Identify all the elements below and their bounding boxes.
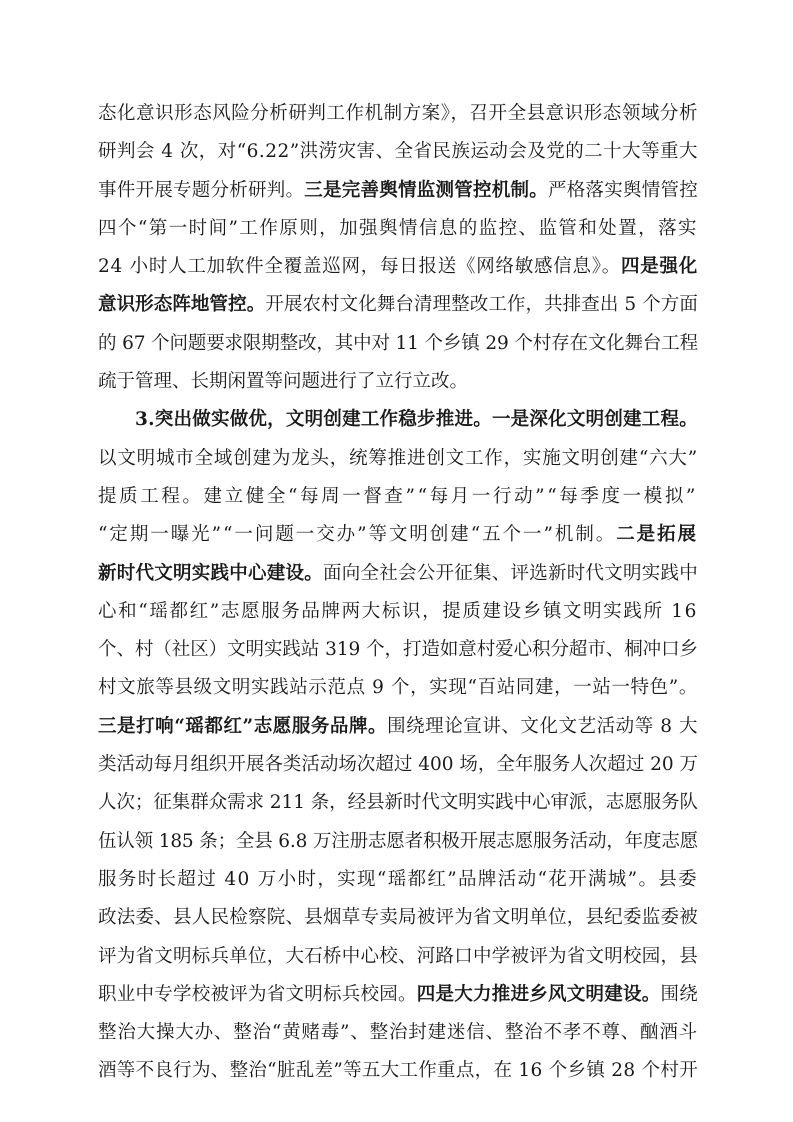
paragraph-line bbox=[98, 133, 698, 171]
bold-text-segment: 四是大力推进乡风文明建设。 bbox=[416, 983, 661, 1005]
paragraph-line bbox=[98, 1052, 698, 1090]
text-segment: 严格落实舆情管控 bbox=[547, 179, 698, 201]
paragraph-line bbox=[98, 286, 698, 324]
paragraph-line bbox=[98, 861, 698, 899]
text-segment: 围绕 bbox=[660, 983, 698, 1005]
paragraph-line bbox=[98, 899, 698, 937]
paragraph-line bbox=[98, 325, 698, 363]
bold-text-segment: 三是完善舆情监测管控机制。 bbox=[304, 179, 548, 201]
paragraph-line bbox=[98, 708, 698, 746]
bold-text-segment: 三是打响“瑶都红”志愿服务品牌。 bbox=[98, 715, 388, 737]
text-segment: 围绕理论宣讲、文化文艺活动等 8 大 bbox=[387, 715, 698, 737]
paragraph-line bbox=[98, 363, 698, 401]
paragraph-line bbox=[98, 669, 698, 707]
document-body bbox=[98, 95, 698, 1091]
text-segment: 面向全社会公开征集、评选新时代文明实践中 bbox=[323, 562, 698, 584]
paragraph-line bbox=[98, 95, 698, 133]
text-segment: 24 小时人工加软件全覆盖巡网，每日报送《网络敏感信息》。 bbox=[98, 256, 621, 278]
text-segment: 事件开展专题分析研判。 bbox=[98, 179, 305, 201]
text-segment: 村文旅等县级文明实践站示范点 9 个，实现“百站同建，一站一特色”。 bbox=[98, 677, 698, 699]
text-segment: 职业中专学校被评为省文明标兵校园。 bbox=[98, 983, 417, 1005]
bold-text-segment: 二是拓展 bbox=[616, 524, 698, 546]
text-segment: 开展农村文化舞台清理整改工作，共排查出 5 个方面 bbox=[265, 294, 698, 316]
paragraph-line bbox=[98, 516, 698, 554]
paragraph-line bbox=[98, 210, 698, 248]
text-segment: 评为省文明标兵单位，大石桥中心校、河路口中学被评为省文明校园，县 bbox=[98, 945, 698, 967]
text-segment: 疏于管理、长期闲置等问题进行了立行立改。 bbox=[98, 371, 469, 393]
text-segment: 四个“第一时间”工作原则，加强舆情信息的监控、监管和处置，落实 bbox=[98, 217, 698, 239]
text-segment: 服务时长超过 40 万小时，实现“瑶都红”品牌活动“花开满城”。县委 bbox=[98, 868, 698, 890]
text-segment: 人次；征集群众需求 211 条，经县新时代文明实践中心审派，志愿服务队 bbox=[98, 792, 698, 814]
paragraph-line bbox=[98, 938, 698, 976]
paragraph-line bbox=[98, 746, 698, 784]
bold-text-segment: 新时代文明实践中心建设。 bbox=[98, 562, 323, 584]
text-segment: “定期一曝光”“一问题一交办”等文明创建“五个一”机制。 bbox=[98, 524, 617, 546]
text-segment: 整治大操大办、整治“黄赌毒”、整治封建迷信、整治不孝不尊、酗酒斗 bbox=[98, 1022, 698, 1044]
paragraph-line bbox=[98, 976, 698, 1014]
text-segment: 政法委、县人民检察院、县烟草专卖局被评为省文明单位，县纪委监委被 bbox=[98, 907, 698, 929]
paragraph-line bbox=[98, 172, 698, 210]
text-segment: 研判会 4 次，对“6.22”洪涝灾害、全省民族运动会及党的二十大等重大 bbox=[98, 141, 698, 163]
text-segment: 类活动每月组织开展各类活动场次超过 400 场，全年服务人次超过 20 万 bbox=[98, 754, 698, 776]
text-segment: 态化意识形态风险分析研判工作机制方案》，召开全县意识形态领域分析 bbox=[98, 103, 698, 124]
bold-text-segment: 意识形态阵地管控。 bbox=[98, 294, 266, 316]
text-segment: 酒等不良行为、整治“脏乱差”等五大工作重点，在 16 个乡镇 28 个村开 bbox=[98, 1060, 698, 1082]
text-segment: 以文明城市全域创建为龙头，统筹推进创文工作，实施文明创建“六大” bbox=[98, 447, 698, 469]
paragraph-line bbox=[98, 555, 698, 593]
bold-text-segment: 四是强化 bbox=[620, 256, 698, 278]
text-segment: 个、村（社区）文明实践站 319 个，打造如意村爱心积分超市、桐冲口乡 bbox=[98, 639, 698, 661]
paragraph-line bbox=[98, 823, 698, 861]
text-segment: 提质工程。建立健全“每周一督查”“每月一行动”“每季度一模拟” bbox=[98, 485, 698, 507]
text-segment: 心和“瑶都红”志愿服务品牌两大标识，提质建设乡镇文明实践所 16 bbox=[98, 600, 698, 622]
bold-text-segment: 3.突出做实做优，文明创建工作稳步推进。一是深化文明创建工程。 bbox=[135, 409, 698, 431]
paragraph-line bbox=[98, 478, 698, 516]
paragraph-line bbox=[98, 401, 698, 439]
paragraph-line bbox=[98, 631, 698, 669]
paragraph-line bbox=[98, 593, 698, 631]
paragraph-line bbox=[98, 1014, 698, 1052]
paragraph-line bbox=[98, 440, 698, 478]
paragraph-line bbox=[98, 784, 698, 822]
text-segment: 的 67 个问题要求限期整改，其中对 11 个乡镇 29 个村存在文化舞台工程 bbox=[98, 332, 698, 354]
paragraph-line bbox=[98, 248, 698, 286]
text-segment: 伍认领 185 条；全县 6.8 万注册志愿者积极开展志愿服务活动，年度志愿 bbox=[98, 830, 698, 852]
